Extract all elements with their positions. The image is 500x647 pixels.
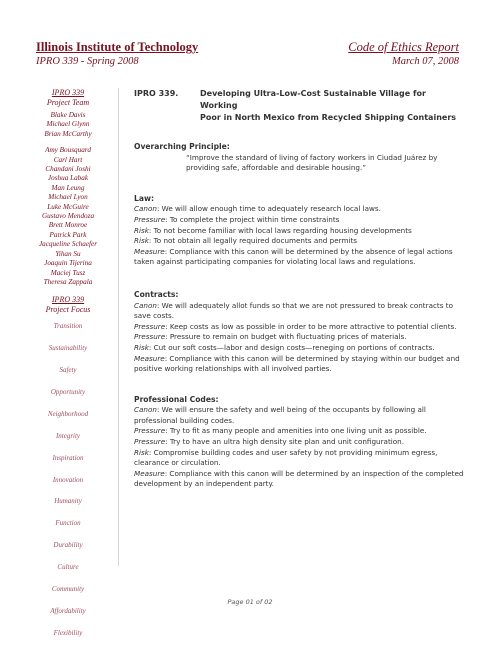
focus-heading: IPRO 339 [51,295,85,305]
member-name: Man Leung [51,183,85,192]
focus-item: Inspiration [52,453,84,462]
line-text: : To not become familiar with local laws regarding housing developments [148,225,412,235]
line-text: : We will adequately allot funds so that we are not pressured to break contracts to save costs. [134,300,453,321]
header-left [36,40,198,68]
report-title: Code of Ethics Report [348,40,459,54]
focus-item: Durability [53,541,83,550]
focus-item: Opportunity [50,387,86,396]
advisor-name: Michael Glynn [46,120,90,129]
line-text: : Try to have an ultra high density site plan and unit configuration. [165,437,404,447]
line-label: Risk [134,236,149,246]
member-name: Brett Monroe [48,221,88,230]
header-right [348,40,459,68]
line-text: : Compliance with this canon will be determined by staying within our budget and positive working relationships with all involved parties. [134,353,460,374]
course-code: IPRO 339. [134,89,179,98]
section-line [134,215,464,226]
line-text: : To not obtain all legally required documents and permits [148,236,358,246]
advisor-name: Brian McCarthy [44,129,92,138]
line-label: Risk [134,342,149,352]
advisor-name: Blake Davis [50,111,86,119]
member-name: Theresa Zappala [43,277,93,286]
member-name: Gustavo Mendoza [41,212,95,221]
sidebar [36,88,100,647]
line-text: : We will allow enough time to adequately research local laws. [156,204,381,214]
member-name: Yihan Su [55,249,81,258]
member-name: Chandani Joshi [45,165,91,174]
focus-item: Innovation [52,475,84,484]
member-name: Carl Hart [53,155,83,164]
member-name: Luke McGuire [47,202,89,211]
section-heading: Professional Codes: [134,394,219,404]
line-label: Measure [134,468,165,478]
institution-name: Illinois Institute of Technology [36,40,199,54]
section-line [134,204,464,215]
line-text: : To complete the project within time constraints [165,214,340,224]
section-line [134,405,464,426]
member-name: Patrick Park [49,230,87,239]
section-heading: Law: [134,193,155,203]
law-section [134,194,464,268]
team-heading-block [36,88,100,107]
line-label: Pressure [134,437,166,447]
document-title [134,88,464,124]
line-text: : We will ensure the safety and well being of the occupants by following all professional building codes. [134,405,426,425]
focus-item: Transition [53,322,83,331]
section-line [134,343,464,354]
line-label: Canon [134,300,157,310]
project-title [200,88,464,124]
focus-item: Culture [57,563,79,572]
member-name: Michael Lyon [48,193,88,202]
contracts-section [134,290,464,375]
line-label: Pressure [134,321,166,331]
member-name: Jacqueline Schaefer [38,240,98,249]
principle-quote: “Improve the standard of living of factory workers in Ciudad Juárez by providing safe, affordable and desirable housing.” [186,152,438,173]
principle-section [134,142,464,174]
professional-codes-section [134,395,464,490]
page-number: Page 01 of 02 [227,598,273,606]
line-text: : Keep costs as low as possible in order to be more attractive to potential clients. [165,321,457,331]
line-text: : Compromise building codes and user safety by not providing minimum egress, clearance or circulation. [134,447,438,468]
report-date: March 07, 2008 [392,56,459,67]
focus-item: Affordability [50,606,86,615]
line-label: Risk [134,447,149,457]
member-name: Joaquin Tijerina [44,259,92,268]
focus-item: Safety [59,366,77,375]
section-line [134,332,464,343]
focus-item: Integrity [55,431,81,440]
line-text: : Pressure to remain on budget with fluctuating prices of materials. [165,332,407,342]
section-line [134,448,464,469]
section-line [134,437,464,448]
project-title-line: Poor in North Mexico from Recycled Shipping Containers [200,113,457,122]
line-label: Canon [134,405,157,415]
team-list [36,111,100,287]
course-term: IPRO 339 - Spring 2008 [36,56,139,67]
section-line [134,247,464,268]
member-name: Amy Bousquard [45,146,91,155]
line-text: : Try to fit as many people and amenities into one living unit as possible. [165,426,427,436]
member-name: Maciej Tusz [50,268,86,277]
section-line [134,226,464,237]
focus-item: Community [51,585,85,593]
section-line [134,426,464,437]
line-label: Measure [134,353,165,363]
section-line [134,236,464,247]
line-text: : Compliance with this canon will be determined by the absence of legal actions taken against participating companies for violating local laws and regulations. [134,246,453,267]
section-heading: Contracts: [134,289,179,299]
focus-item: Neighborhood [47,409,89,418]
section-line [134,354,464,375]
project-title-line: Developing Ultra-Low-Cost Sustainable Village for Working [200,89,426,110]
focus-item: Function [55,519,81,528]
principle-heading: Overarching Principle: [134,142,230,151]
focus-item: Sustainability [48,344,88,353]
team-heading: IPRO 339 [51,88,85,97]
line-label: Canon [134,204,157,214]
team-subheading: Project Team [46,97,90,107]
focus-subheading: Project Focus [45,304,91,314]
line-label: Pressure [134,426,166,436]
sidebar-divider [118,88,119,566]
section-line [134,322,464,333]
line-text: : Cut our soft costs—labor and design costs—reneging on portions of contracts. [148,342,435,352]
section-line [134,301,464,322]
line-label: Pressure [134,332,166,342]
focus-heading-block [36,295,100,314]
main-content [134,88,464,490]
section-line [134,469,464,490]
line-label: Pressure [134,214,166,224]
line-text: : Compliance with this canon will be determined by an inspection of the completed development by an independent party. [134,468,464,489]
line-label: Measure [134,246,165,256]
focus-item: Humanity [54,497,82,506]
focus-item: Flexibility [53,628,83,637]
member-name: Joshua Labak [47,174,89,183]
line-label: Risk [134,225,149,235]
